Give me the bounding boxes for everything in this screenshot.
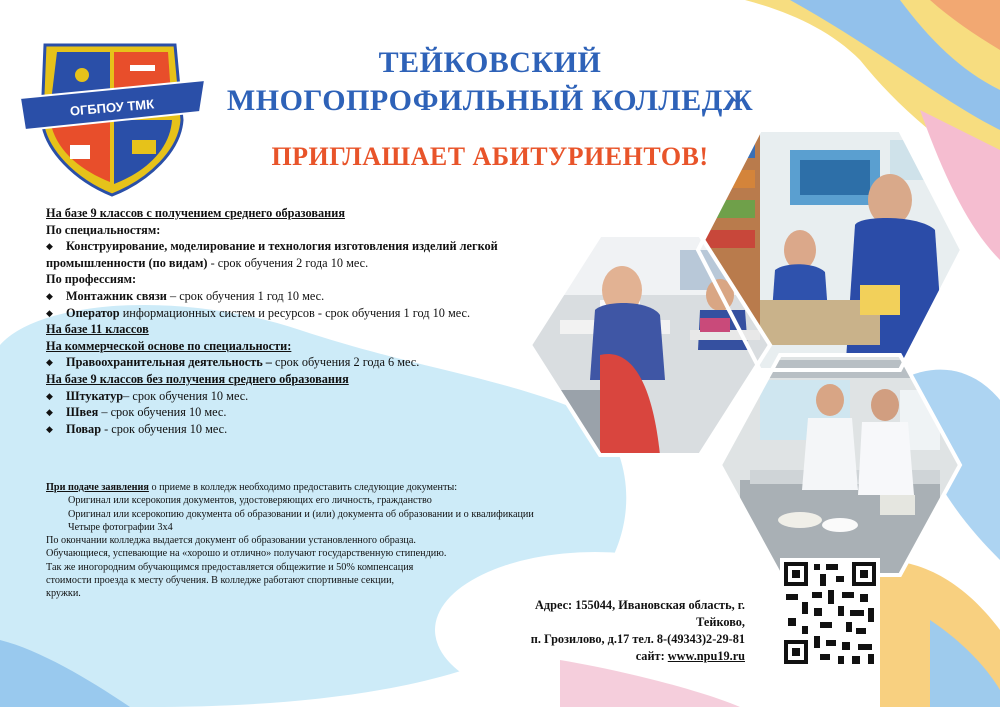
title-line-1: ТЕЙКОВСКИЙ [378,46,602,79]
nodegree-name: Штукатур [66,388,124,403]
address-line-1: Адрес: 155044, Ивановская область, г. [535,598,745,612]
nodegree-item [46,388,586,405]
profession-name: Оператор [66,305,120,320]
specialty-item [46,238,586,271]
document-item: Оригинал или ксерокопию документа об образовании и (или) документа об образовании и о квалификации [68,508,534,520]
diamond-bullet-icon: ◆ [46,290,53,301]
college-title [200,44,780,120]
programs-list [46,205,586,437]
documents-intro-rest: о приеме в колледж необходимо предоставить следующие документы: [148,482,458,493]
diamond-bullet-icon: ◆ [46,407,53,418]
note-scholarship: Обучающиеся, успевающие на «хорошо и отлично» получают государственную стипендию. [46,548,447,560]
base11-heading: На базе 11 классов [46,322,149,337]
commercial-term: срок обучения 2 года 6 мес. [271,355,420,370]
specialty-term: - срок обучения 2 года 10 мес. [207,255,369,270]
documents-section [46,481,606,601]
website-link[interactable]: www.npu19.ru [667,649,745,663]
college-logo [20,45,205,195]
diamond-bullet-icon: ◆ [46,423,53,434]
title-line-2: МНОГОПРОФИЛЬНЫЙ КОЛЛЕДЖ [226,84,754,117]
nodegree-term: – срок обучения 10 мес. [98,405,227,420]
specialties-label: По специальностям: [46,222,161,237]
documents-intro-underlined: При подаче заявления [46,482,149,493]
document-item: Оригинал или ксерокопия документов, удостоверяющих его личность, гражданство [68,495,432,507]
qr-code [780,558,880,668]
commercial-item [46,354,586,371]
note-dormitory: Так же иногородним обучающимся предоставляется общежитие и 50% компенсация стоимости проезда к месту обучения. В колледже работают спортивные секции, кружки. [46,561,414,600]
diamond-bullet-icon: ◆ [46,241,53,252]
contact-block [455,597,745,665]
nodegree-term: – срок обучения 10 мес. [123,388,249,403]
base9-heading: На базе 9 классов с получением среднего образования [46,206,345,220]
address-line-2: Тейково, [696,615,745,629]
commercial-heading: На коммерческой основе по специальности: [46,338,292,353]
commercial-name: Правоохранительная деятельность – [66,355,272,370]
document-item: Четыре фотографии 3х4 [68,521,173,533]
specialty-name: Конструирование, моделирование и технология изготовления изделий легкой промышленности (по видам) [46,239,498,270]
base9-nodegree-heading: На базе 9 классов без получения среднего образования [46,371,349,386]
site-label: сайт: [635,649,668,663]
profession-name: Монтажник связи [66,288,167,303]
profession-term: информационных систем и ресурсов - срок обучения 1 год 10 мес. [119,305,471,320]
nodegree-name: Повар [66,421,102,436]
profession-item [46,305,586,322]
documents-intro [46,481,606,494]
diamond-bullet-icon: ◆ [46,357,53,368]
professions-label: По профессиям: [46,272,137,287]
nodegree-item [46,421,586,438]
invite-heading: ПРИГЛАШАЕТ АБИТУРИЕНТОВ! [271,142,709,171]
nodegree-name: Швея [66,405,99,420]
profession-item [46,288,586,305]
diamond-bullet-icon: ◆ [46,307,53,318]
note-diploma: По окончании колледжа выдается документ об образовании установленного образца. [46,535,416,547]
profession-term: – срок обучения 1 год 10 мес. [166,288,325,303]
diamond-bullet-icon: ◆ [46,390,53,401]
nodegree-item [46,404,586,421]
nodegree-term: - срок обучения 10 мес. [101,421,228,436]
logo-text: ОГБПОУ ТМК [69,96,155,119]
website-row [455,648,745,665]
address-line-3: п. Грозилово, д.17 тел. 8-(49343)2-29-81 [530,632,745,646]
